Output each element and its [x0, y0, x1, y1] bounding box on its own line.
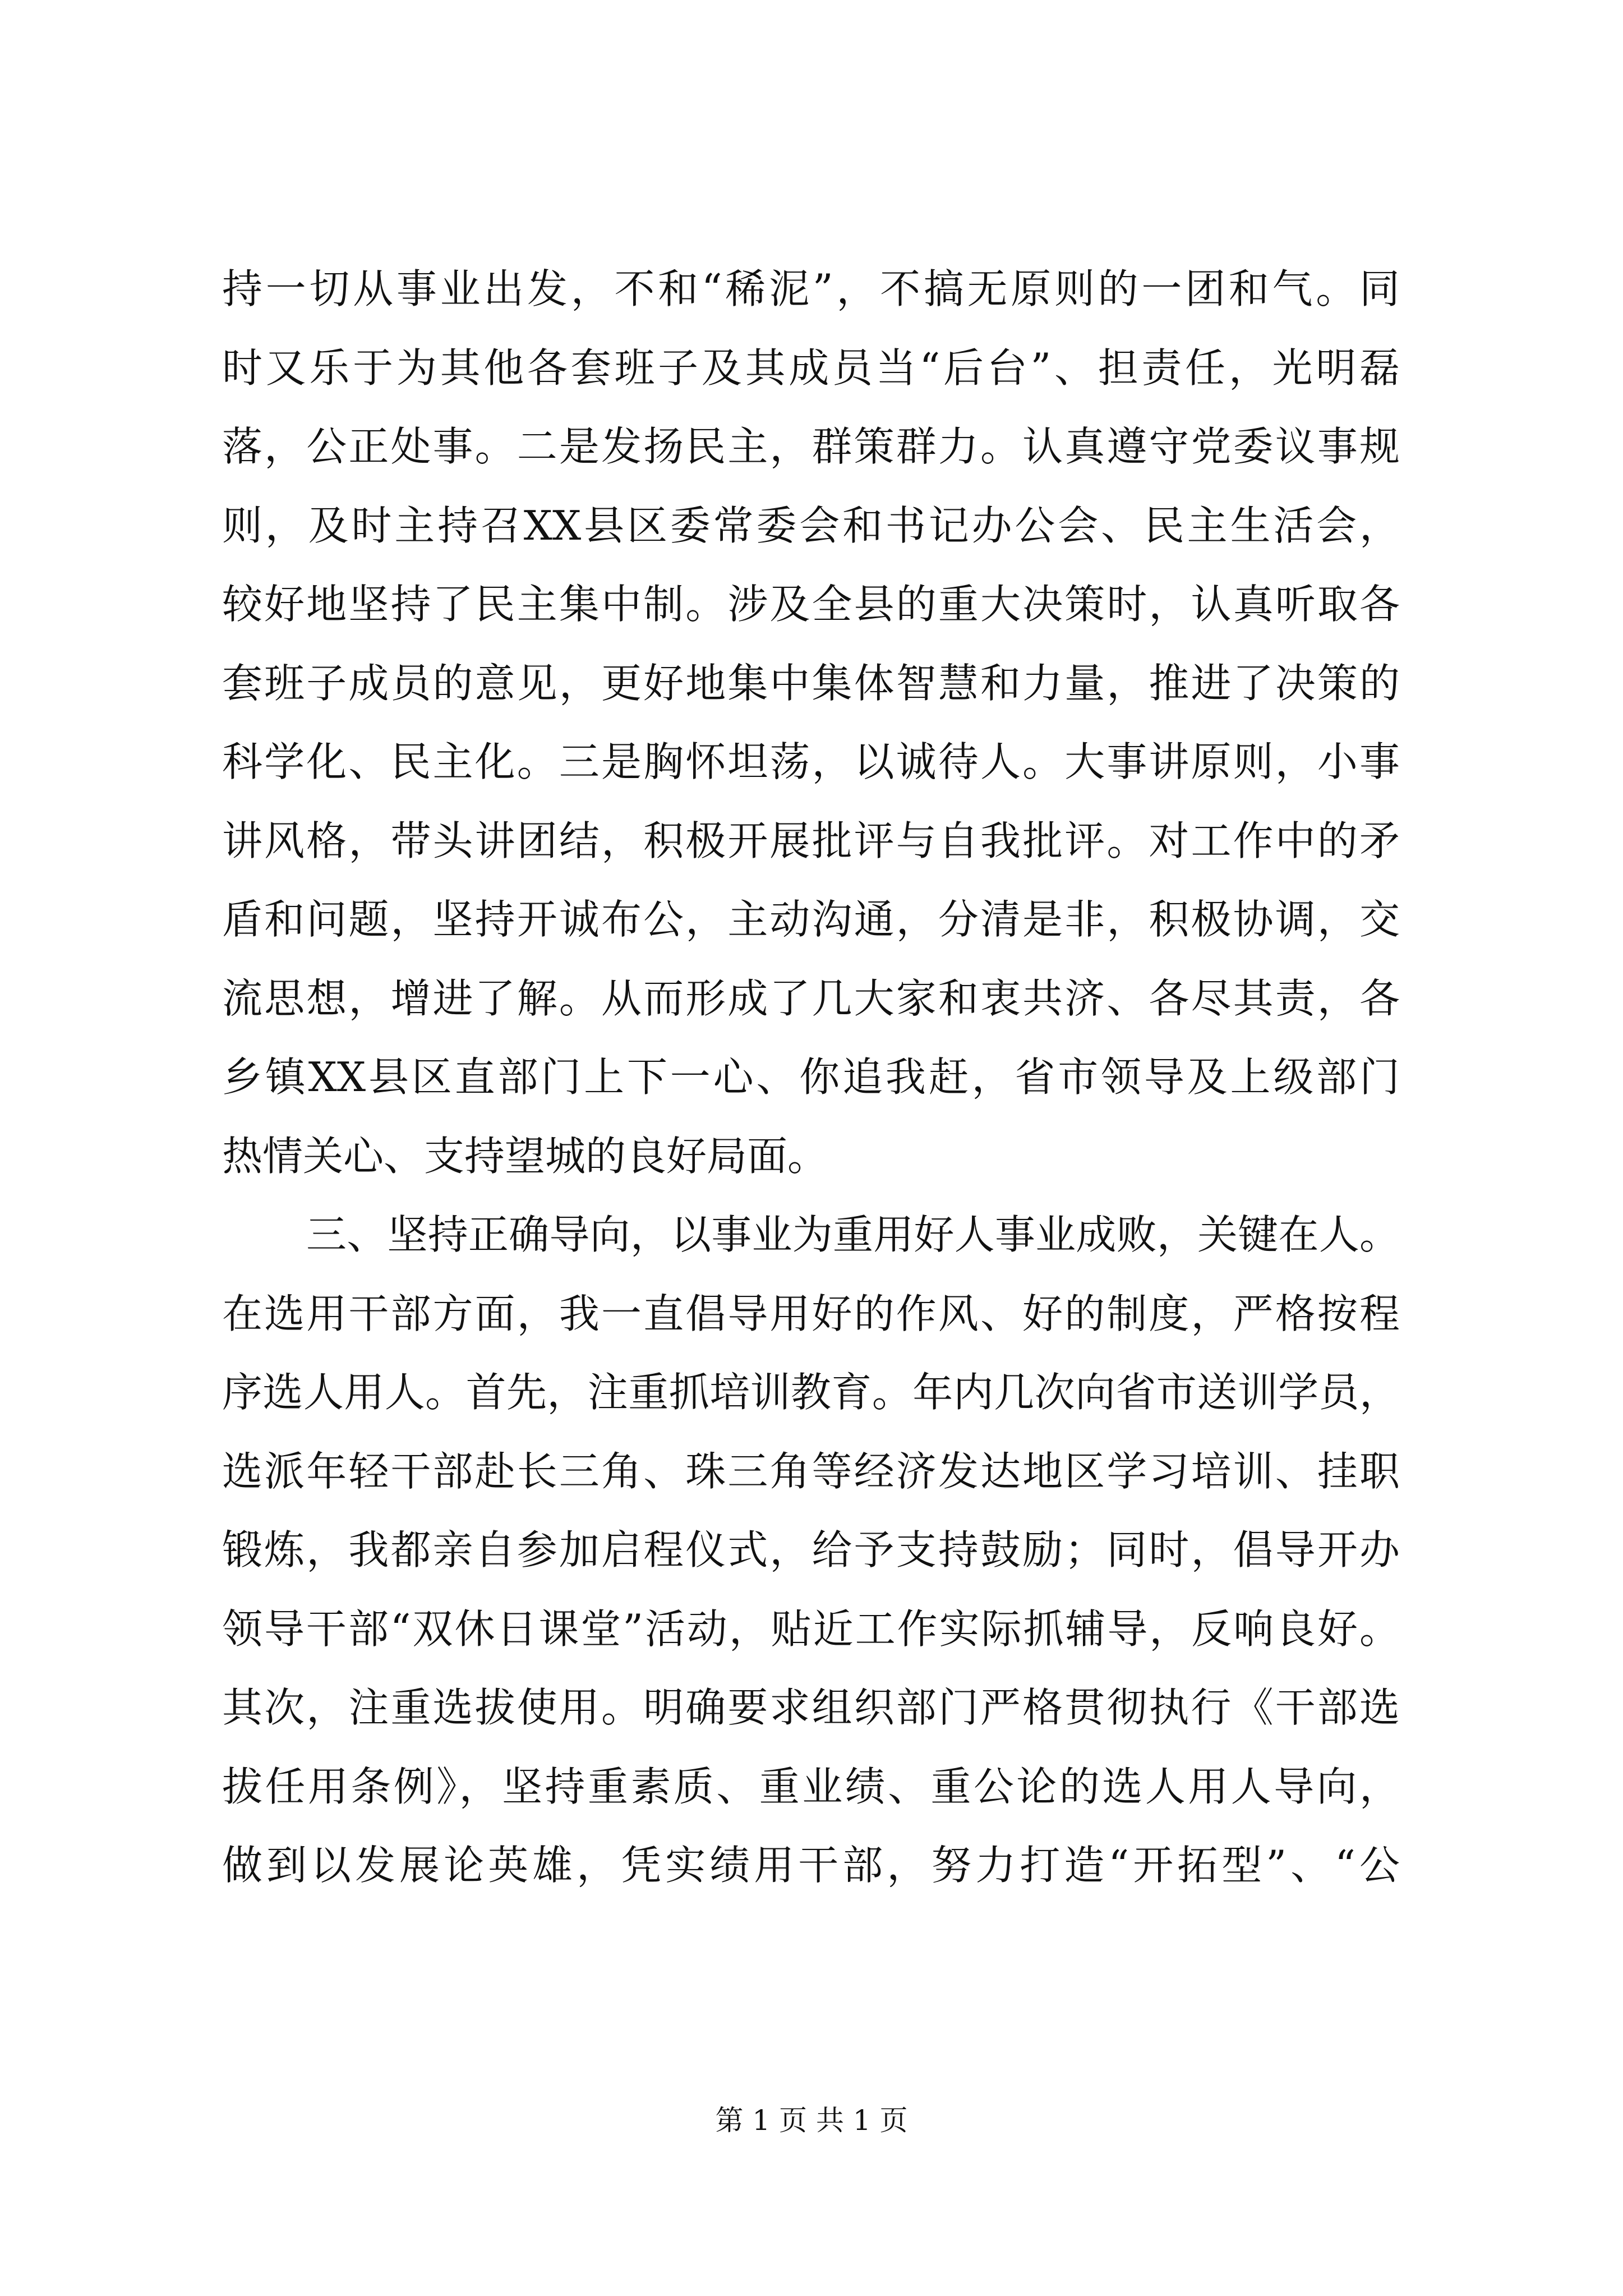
text-line: 乡镇XX县区直部门上下一心、你追我赶，省市领导及上级部门: [222, 1053, 1400, 1101]
text-line: 科学化、民主化。三是胸怀坦荡，以诚待人。大事讲原则，小事: [222, 738, 1400, 785]
document-body: [222, 250, 1400, 1905]
text-line: 套班子成员的意见，更好地集中集体智慧和力量，推进了决策的: [222, 659, 1400, 707]
text-line: 流思想，增进了解。从而形成了几大家和衷共济、各尽其责，各: [222, 974, 1400, 1022]
text-line: 落，公正处事。二是发扬民主，群策群力。认真遵守党委议事规: [222, 423, 1400, 470]
text-line: 持一切从事业出发，不和“稀泥”，不搞无原则的一团和气。同: [222, 265, 1400, 312]
text-line: 序选人用人。首先，注重抓培训教育。年内几次向省市送训学员，: [222, 1369, 1400, 1416]
text-line: 讲风格，带头讲团结，积极开展批评与自我批评。对工作中的矛: [222, 817, 1400, 864]
text-line: 则，及时主持召XX县区委常委会和书记办公会、民主生活会，: [222, 501, 1400, 549]
text-line: 热情关心、支持望城的良好局面。: [222, 1132, 828, 1180]
text-line: 拔任用条例》，坚持重素质、重业绩、重公论的选人用人导向，: [222, 1763, 1400, 1810]
text-line: 锻炼，我都亲自参加启程仪式，给予支持鼓励；同时，倡导开办: [222, 1526, 1400, 1573]
text-line: 较好地坚持了民主集中制。涉及全县的重大决策时，认真听取各: [222, 581, 1400, 628]
page-number-footer: 第 1 页 共 1 页: [715, 2104, 908, 2137]
section-heading-line: 三、坚持正确导向，以事业为重用好人事业成败，关键在人。: [306, 1211, 1400, 1258]
text-line: 时又乐于为其他各套班子及其成员当“后台”、担责任，光明磊: [222, 344, 1400, 392]
text-line: 领导干部“双休日课堂”活动，贴近工作实际抓辅导，反响良好。: [222, 1605, 1400, 1653]
text-line: 盾和问题，坚持开诚布公，主动沟通，分清是非，积极协调，交: [222, 896, 1400, 943]
text-line: 选派年轻干部赴长三角、珠三角等经济发达地区学习培训、挂职: [222, 1447, 1400, 1495]
text-line: 在选用干部方面，我一直倡导用好的作风、好的制度，严格按程: [222, 1290, 1400, 1337]
text-line: 其次，注重选拔使用。明确要求组织部门严格贯彻执行《干部选: [222, 1684, 1400, 1731]
text-line: 做到以发展论英雄，凭实绩用干部，努力打造“开拓型”、“公: [222, 1842, 1400, 1889]
